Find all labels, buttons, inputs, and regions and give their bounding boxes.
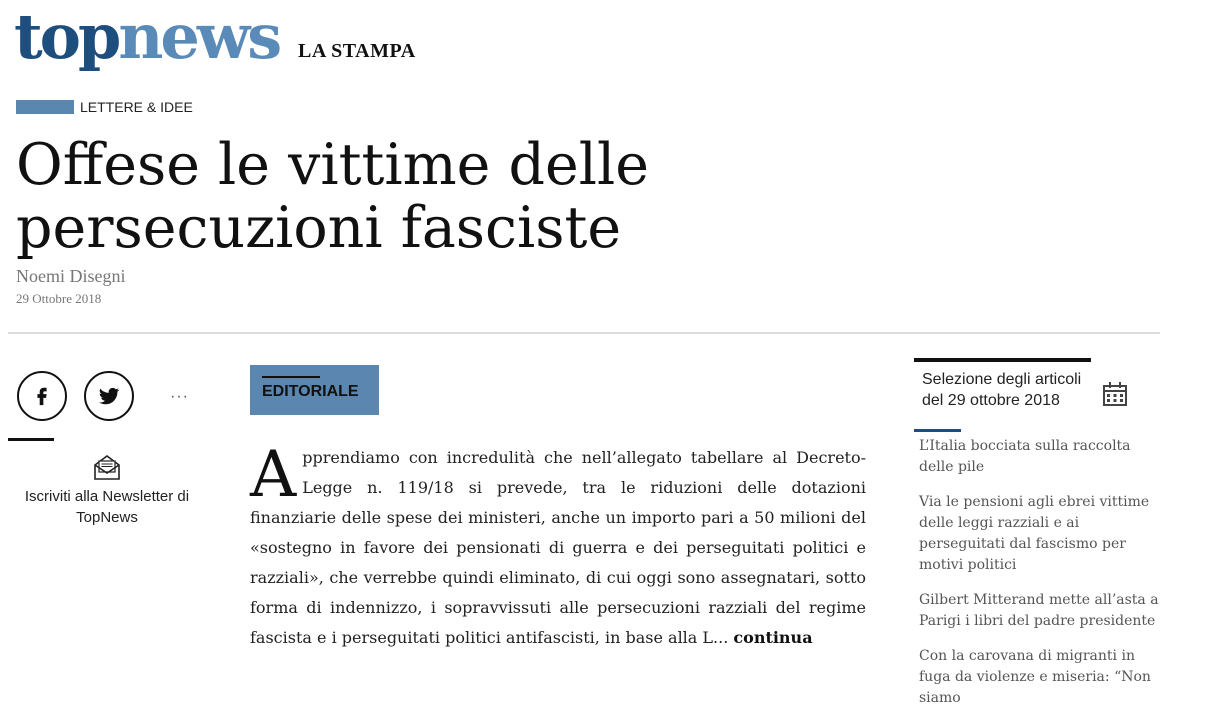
sidebar-article-list (919, 436, 1159, 723)
sidebar-article-link[interactable]: Via le pensioni agli ebrei vittime delle leggi razziali e ai perseguitati dal fascismo per motivi politici (919, 494, 1150, 573)
continue-reading-link[interactable]: continua (733, 628, 813, 647)
article-body-text: pprendiamo con incredulità che nell’allegato tabellare al Decreto-Legge n. 119/18 si prevede, tra le riduzioni delle dotazioni finanziarie delle spese dei ministeri, anche un importo pari a 50 milioni del «sostegno in favore dei pensionati di guerra e dei perseguitati politici e razziali», che verrebbe quindi eliminato, di cui oggi sono assegnatari, sotto forma di indennizzo, i sopravvissuti alle persecuzioni razziali del regime fascista e i perseguitati politici antifascisti, in base alla L... (250, 448, 866, 647)
article-dropcap: A (250, 438, 297, 512)
header-divider (8, 332, 1160, 334)
article-headline: Offese le vittime delle persecuzioni fasciste (16, 132, 649, 261)
sidebar-accent (914, 429, 961, 432)
more-icon: ··· (170, 388, 189, 405)
facebook-icon (31, 385, 53, 407)
logo-wordmark (14, 2, 279, 72)
twitter-icon (97, 384, 121, 408)
more-share-button[interactable] (170, 388, 189, 406)
newsletter-icon (92, 452, 122, 482)
sidebar-title: Selezione degli articoli del 29 ottobre 2018 (922, 371, 1082, 409)
section-bar (16, 100, 74, 114)
twitter-share-button[interactable] (84, 371, 134, 421)
sidebar-article-link[interactable]: Con la carovana di migranti in fuga da violenze e miseria: “Non siamo (919, 648, 1151, 706)
la-stampa-logo[interactable]: LA STAMPA (298, 40, 416, 62)
newsletter-signup[interactable] (18, 452, 196, 528)
section-tag[interactable] (16, 98, 193, 115)
sidebar-article-link[interactable]: L’Italia bocciata sulla raccolta delle pile (919, 438, 1131, 475)
sidebar-article-link[interactable]: Gilbert Mitterand mette all’asta a Parigi i libri del padre presidente (919, 592, 1159, 629)
share-divider (8, 438, 54, 441)
editoriale-tag (250, 365, 379, 415)
logo-news-part: news (118, 0, 280, 73)
newsletter-label: Iscriviti alla Newsletter di TopNews (24, 488, 190, 526)
editoriale-label: EDITORIALE (262, 383, 359, 400)
article-author: Noemi Disegni (16, 266, 126, 286)
editoriale-line (262, 376, 320, 378)
facebook-share-button[interactable] (17, 371, 67, 421)
section-label[interactable]: LETTERE & IDEE (80, 98, 193, 115)
article-date: 29 Ottobre 2018 (16, 291, 102, 306)
calendar-icon[interactable] (1102, 381, 1128, 407)
logo-top-part: top (14, 0, 119, 73)
sidebar-top-rule (914, 358, 1091, 362)
article-body (250, 438, 866, 653)
